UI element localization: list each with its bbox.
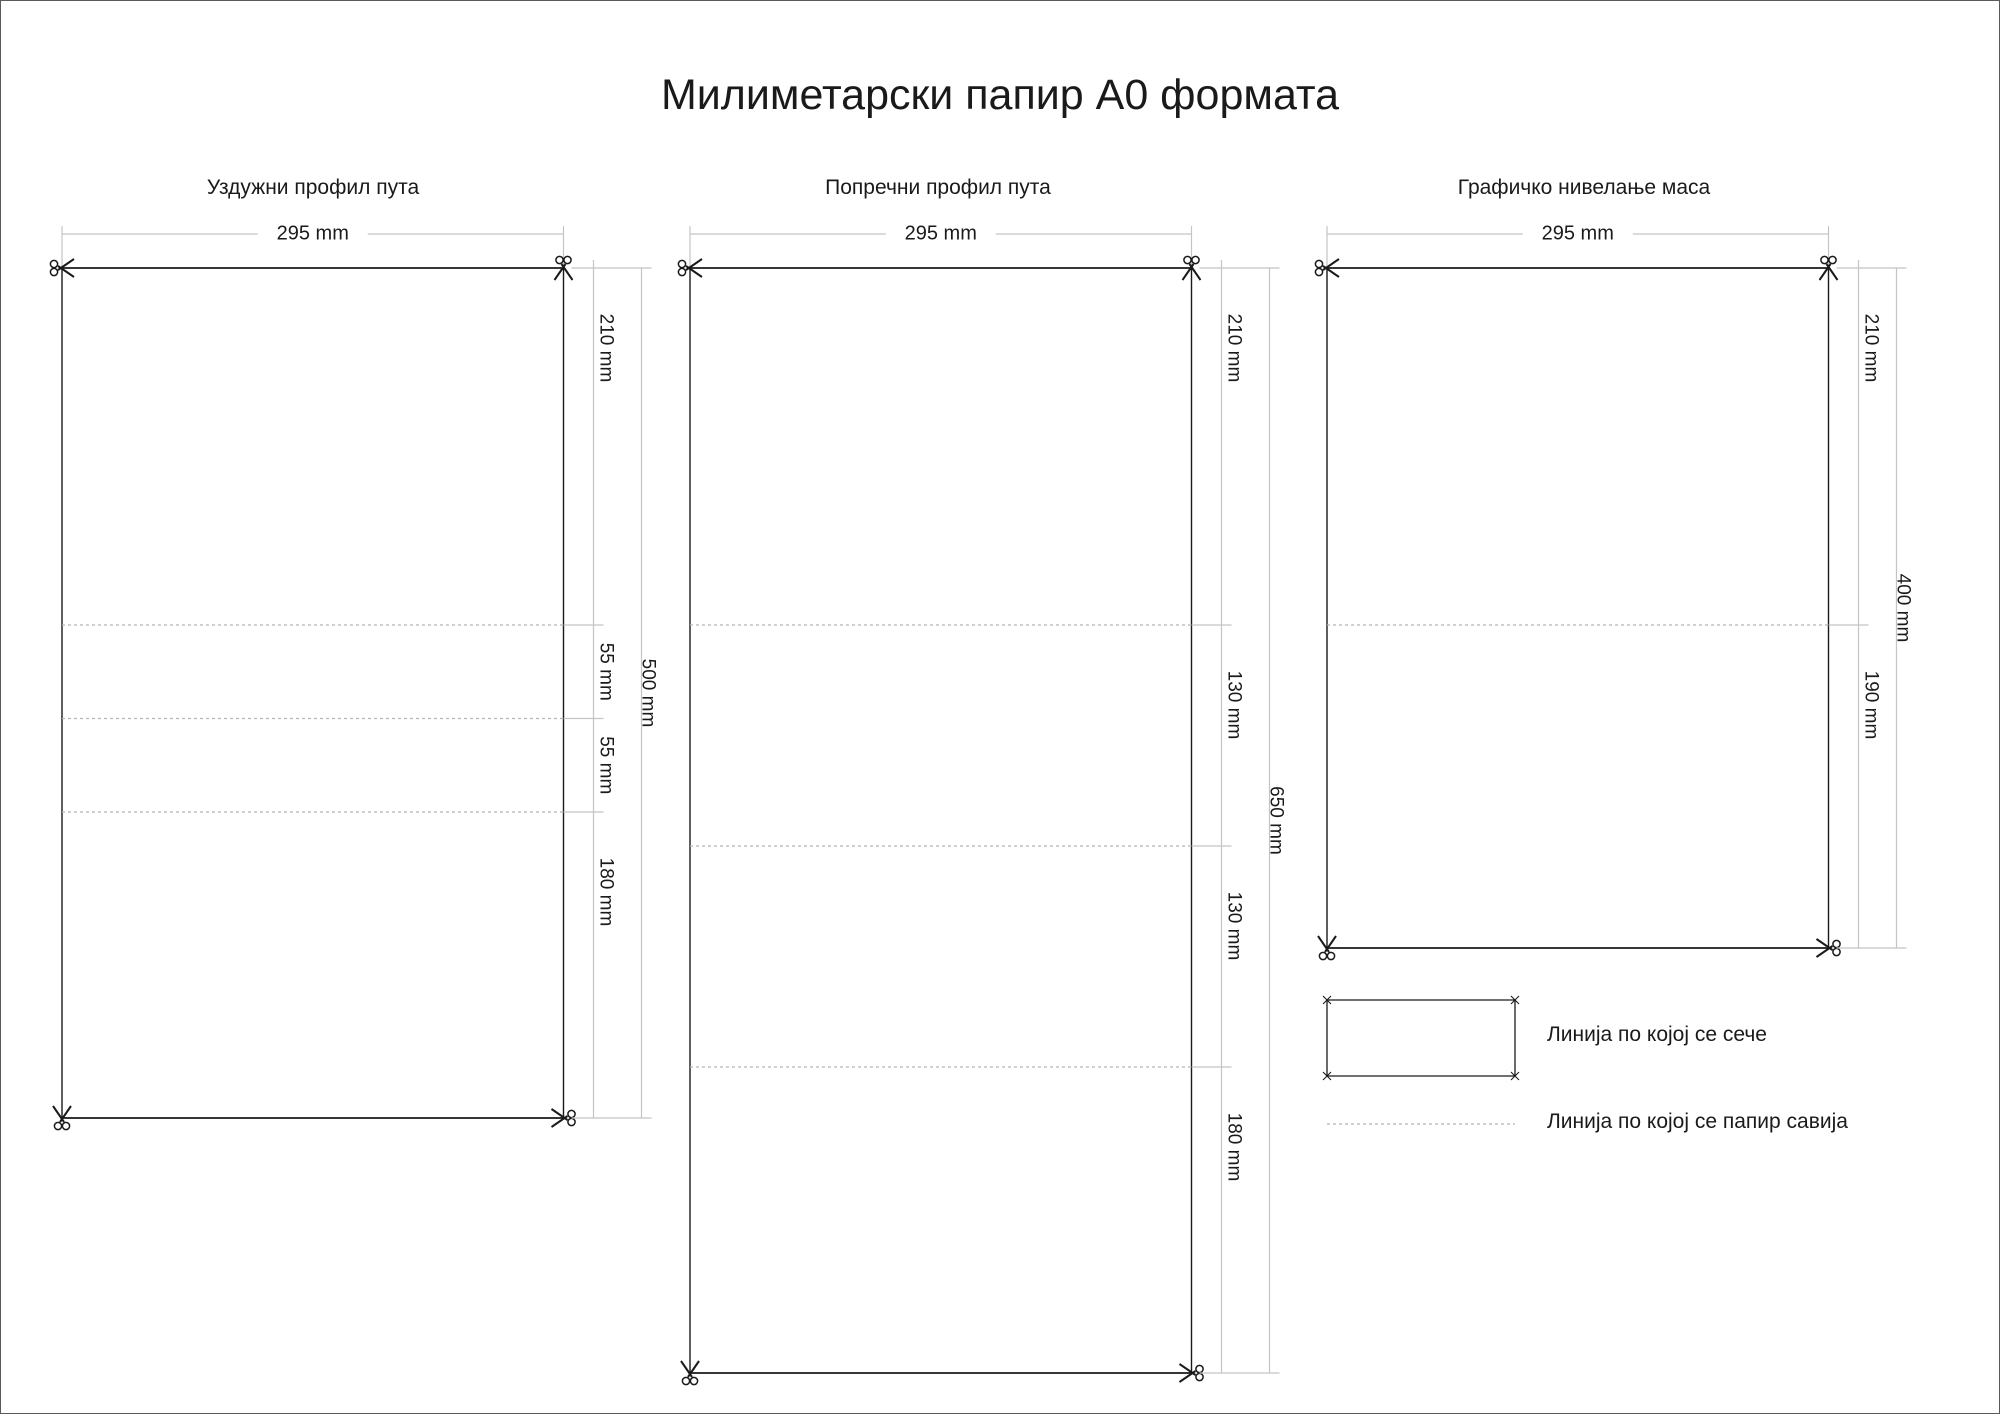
scissors-handle bbox=[568, 1110, 575, 1117]
segment-dimension-label: 210 mm bbox=[1223, 313, 1245, 383]
scissors-handle bbox=[1315, 260, 1322, 267]
legend-fold-line-label: Линија по којој се папир савија bbox=[1547, 1110, 1848, 1133]
scissors-handle bbox=[678, 260, 685, 267]
segment-dimension-label: 55 mm bbox=[595, 736, 617, 795]
scissors-handle bbox=[1192, 256, 1199, 263]
scissors-handle bbox=[682, 1377, 689, 1384]
width-label: 295 mm bbox=[276, 222, 349, 245]
total-height-label: 400 mm bbox=[1892, 573, 1914, 643]
total-height-label: 500 mm bbox=[637, 658, 659, 728]
panel-title-mass-leveling: Графичко нивелање маса bbox=[1457, 176, 1711, 199]
scissors-handle bbox=[1829, 256, 1836, 263]
scissors-handle bbox=[1184, 256, 1191, 263]
panel-title-longitudinal: Уздужни профил пута bbox=[206, 176, 420, 199]
segment-dimension-label: 190 mm bbox=[1860, 670, 1882, 740]
scissors-handle bbox=[62, 1122, 69, 1129]
scissors-handle bbox=[54, 1122, 61, 1129]
scissors-handle bbox=[50, 260, 57, 267]
segment-dimension-label: 210 mm bbox=[1860, 313, 1882, 383]
scissors-handle bbox=[690, 1377, 697, 1384]
panel-title-cross-section: Попречни профил пута bbox=[825, 176, 1051, 199]
scissors-handle bbox=[1821, 256, 1828, 263]
segment-dimension-label: 180 mm bbox=[1223, 1112, 1245, 1182]
scissors-handle bbox=[568, 1118, 575, 1125]
scissors-handle bbox=[1196, 1365, 1203, 1372]
scissors-handle bbox=[556, 256, 563, 263]
width-label: 295 mm bbox=[904, 222, 977, 245]
scissors-handle bbox=[1833, 948, 1840, 955]
legend-cut-line-label: Линија по којој се сече bbox=[1547, 1023, 1767, 1046]
scissors-handle bbox=[1315, 268, 1322, 275]
scissors-handle bbox=[1196, 1373, 1203, 1380]
scissors-handle bbox=[50, 268, 57, 275]
scissors-handle bbox=[1833, 940, 1840, 947]
width-label: 295 mm bbox=[1541, 222, 1614, 245]
total-height-label: 650 mm bbox=[1265, 786, 1287, 855]
segment-dimension-label: 55 mm bbox=[595, 642, 617, 701]
segment-dimension-label: 130 mm bbox=[1223, 891, 1245, 961]
segment-dimension-label: 180 mm bbox=[595, 857, 617, 927]
sheet-drawings bbox=[1, 1, 1999, 1413]
page-title: Милиметарски папир А0 формата bbox=[660, 71, 1340, 119]
scissors-handle bbox=[1327, 952, 1334, 959]
segment-dimension-label: 210 mm bbox=[595, 313, 617, 383]
segment-dimension-label: 130 mm bbox=[1223, 670, 1245, 740]
scissors-handle bbox=[1319, 952, 1326, 959]
scissors-handle bbox=[564, 256, 571, 263]
scissors-handle bbox=[678, 268, 685, 275]
